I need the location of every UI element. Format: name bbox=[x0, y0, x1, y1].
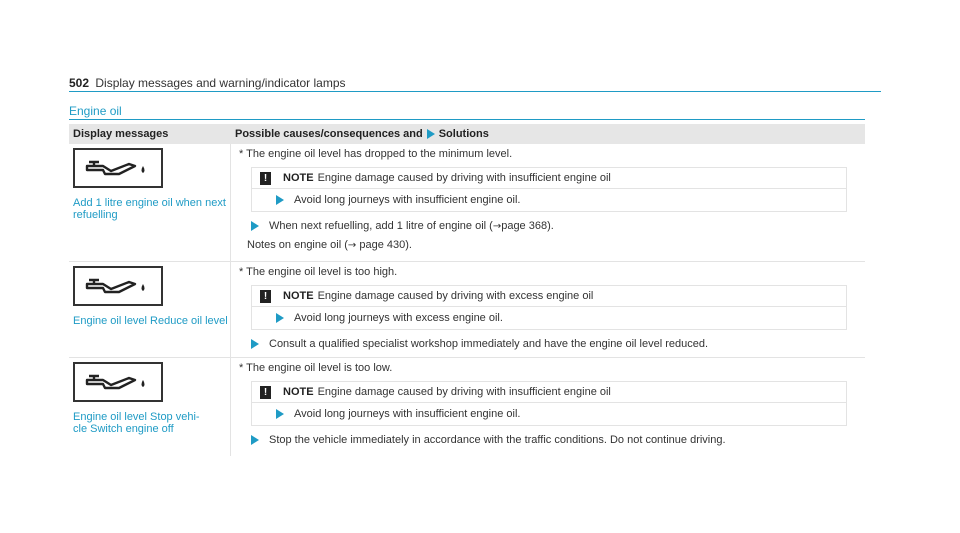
section-title: Engine oil bbox=[69, 104, 122, 118]
note-label: NOTE bbox=[283, 172, 314, 184]
oil-can-icon bbox=[73, 362, 163, 402]
action-text-end: page 368). bbox=[501, 220, 554, 232]
action-text: Consult a qualified specialist workshop immediately and have the engine oil level reduced. bbox=[269, 338, 709, 350]
step-arrow-icon bbox=[251, 221, 259, 231]
cause-text: The engine oil level is too high. bbox=[246, 266, 398, 278]
step-arrow-icon bbox=[276, 313, 284, 323]
note-text: Engine damage caused by driving with insufficient engine oil bbox=[317, 386, 611, 398]
note-box bbox=[251, 167, 847, 212]
display-message-cell bbox=[69, 262, 231, 357]
display-message-line: cle Switch engine off bbox=[73, 423, 174, 435]
note-text: Engine damage caused by driving with excess engine oil bbox=[317, 290, 594, 302]
display-message: Engine oil level Reduce oil level bbox=[73, 315, 228, 327]
action-step bbox=[251, 434, 857, 446]
col-solutions-label: Solutions bbox=[438, 128, 489, 140]
oil-can-icon bbox=[73, 148, 163, 188]
page-ref-arrow-icon: → bbox=[492, 220, 502, 232]
col-causes-solutions bbox=[231, 128, 489, 140]
page-ref-arrow-icon: → bbox=[347, 240, 357, 251]
warning-icon: ! bbox=[260, 386, 271, 399]
extra-note bbox=[247, 239, 857, 251]
messages-table bbox=[69, 124, 865, 456]
note-step-text: Avoid long journeys with insufficient engine oil. bbox=[294, 408, 521, 420]
display-message: Add 1 litre engine oil when next refuelling bbox=[73, 197, 226, 221]
section-divider bbox=[69, 119, 865, 120]
causes-cell bbox=[231, 358, 865, 456]
header-divider bbox=[69, 91, 881, 92]
extra-text-start: Notes on engine oil ( bbox=[247, 239, 348, 251]
action-text-start: When next refuelling, add 1 litre of engine oil ( bbox=[269, 220, 493, 232]
note-step-text: Avoid long journeys with excess engine oil. bbox=[294, 312, 503, 324]
causes-cell bbox=[231, 144, 865, 261]
oil-can-icon bbox=[73, 266, 163, 306]
display-message-cell bbox=[69, 358, 231, 456]
cause-text: The engine oil level has dropped to the minimum level. bbox=[246, 148, 513, 160]
col-display-messages: Display messages bbox=[73, 128, 169, 140]
table-row bbox=[69, 262, 865, 358]
table-row bbox=[69, 144, 865, 262]
causes-cell bbox=[231, 262, 865, 357]
step-arrow-icon bbox=[276, 409, 284, 419]
display-message bbox=[73, 411, 230, 435]
warning-icon: ! bbox=[260, 290, 271, 303]
action-step bbox=[251, 220, 857, 232]
table-header bbox=[69, 124, 865, 144]
action-text: Stop the vehicle immediately in accordance with the traffic conditions. Do not continue driving. bbox=[269, 434, 726, 446]
step-arrow-icon bbox=[251, 435, 259, 445]
step-arrow-icon bbox=[251, 339, 259, 349]
star-mark: * bbox=[239, 266, 244, 278]
note-box bbox=[251, 285, 847, 330]
extra-text-end: page 430). bbox=[356, 239, 412, 251]
note-label: NOTE bbox=[283, 290, 314, 302]
page-title: Display messages and warning/indicator lamps bbox=[95, 76, 346, 90]
note-step-text: Avoid long journeys with insufficient engine oil. bbox=[294, 194, 521, 206]
note-label: NOTE bbox=[283, 386, 314, 398]
page-number: 502 bbox=[69, 76, 90, 90]
display-message-line: Engine oil level Stop vehi- bbox=[73, 411, 200, 423]
star-mark: * bbox=[239, 362, 244, 374]
star-mark: * bbox=[239, 148, 244, 160]
display-message-cell bbox=[69, 144, 231, 261]
solutions-arrow-icon bbox=[427, 129, 435, 139]
table-row bbox=[69, 358, 865, 456]
action-step bbox=[251, 338, 857, 350]
col-causes-label: Possible causes/consequences and bbox=[235, 128, 423, 140]
note-box bbox=[251, 381, 847, 426]
page-header bbox=[69, 76, 881, 90]
step-arrow-icon bbox=[276, 195, 284, 205]
note-text: Engine damage caused by driving with insufficient engine oil bbox=[317, 172, 611, 184]
cause-text: The engine oil level is too low. bbox=[246, 362, 393, 374]
warning-icon: ! bbox=[260, 172, 271, 185]
